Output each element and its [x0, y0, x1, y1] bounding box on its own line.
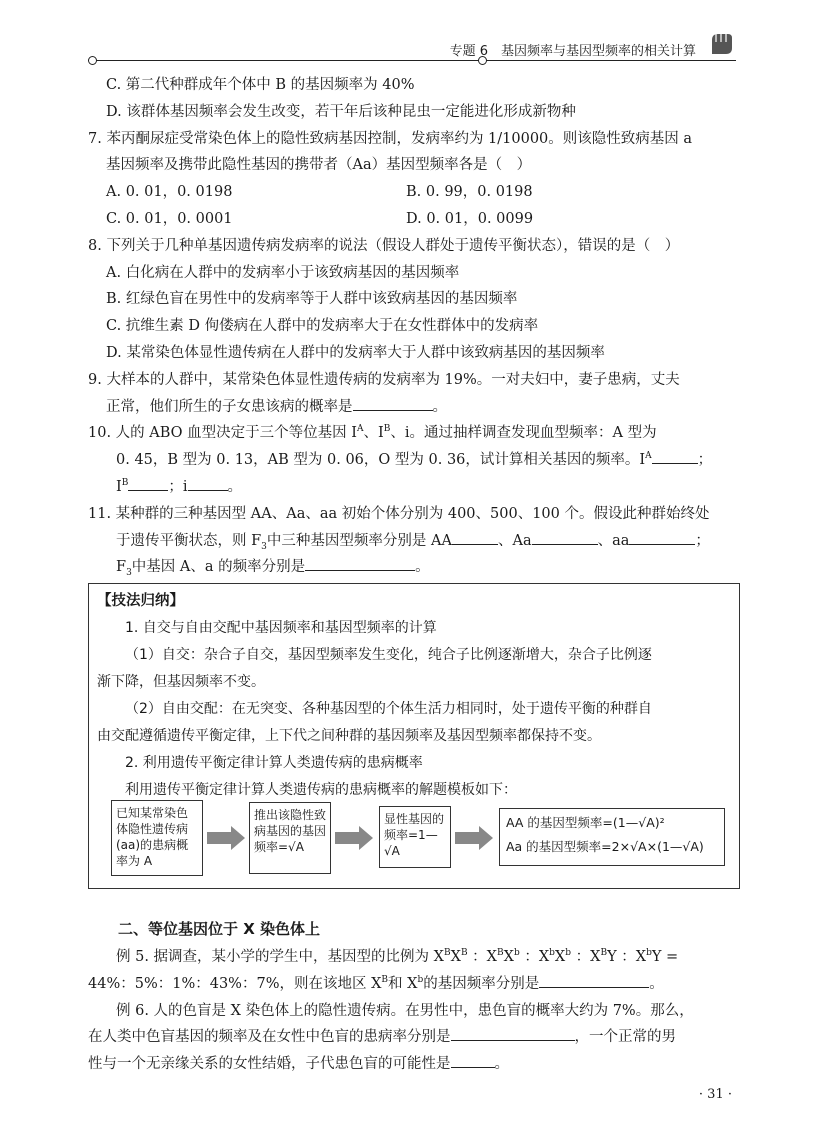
answer-blank — [188, 476, 228, 491]
q8-option-b: B. 红绿色盲在男性中的发病率等于人群中该致病基因的基因频率 — [106, 291, 518, 308]
box-point-2b: 渐下降，但基因频率不变。 — [97, 674, 265, 690]
technique-summary-box — [88, 583, 740, 889]
examples — [88, 944, 740, 1078]
answer-blank — [532, 530, 598, 545]
q7-option-a: A. 0. 01，0. 0198 — [106, 184, 233, 201]
running-header — [88, 28, 736, 68]
q8-option-d: D. 某常染色体显性遗传病在人群中的发病率大于人群中该致病基因的基因频率 — [106, 344, 605, 361]
answer-blank — [539, 973, 649, 988]
q10-stem-2: 0. 45，B 型为 0. 13，AB 型为 0. 06，O 型为 0. 36，试计算相关基因的频率。$I^A$ ； — [88, 447, 740, 474]
answer-blank — [652, 449, 698, 464]
q7-options-row-1 — [88, 179, 740, 206]
arrow-icon — [455, 826, 495, 850]
q9-stem-1: 9. 大样本的人群中，某常染色体显性遗传病的发病率为 19%。一对夫妇中，妻子患病，丈夫 — [88, 371, 680, 388]
q7-option-b: B. 0. 99，0. 0198 — [406, 184, 533, 201]
q7-option-c: C. 0. 01，0. 0001 — [106, 210, 233, 227]
answer-blank — [353, 396, 433, 411]
q8-option-a: A. 白化病在人群中的发病率小于该致病基因的基因频率 — [106, 264, 460, 281]
q10-stem-3: $I^B$ ；i 。 — [88, 474, 740, 501]
q6-option-c: C. 第二代种群成年个体中 B 的基因频率为 40% — [106, 77, 415, 93]
box-point-3b: 由交配遵循遗传平衡定律，上下代之间种群的基因频率及基因型频率都保持不变。 — [97, 728, 601, 744]
answer-blank — [451, 1026, 575, 1041]
example-6-line-2: 在人类中色盲基因的频率及在女性中色盲的患病率分别是 ，一个正常的男 — [88, 1024, 740, 1051]
box-point-5: 利用遗传平衡定律计算人类遗传病的患病概率的解题模板如下： — [125, 782, 517, 798]
example-6-line-3: 性与一个无亲缘关系的女性结婚，子代患色盲的可能性是 。 — [88, 1051, 740, 1078]
arrow-icon — [207, 826, 247, 850]
answer-blank — [128, 476, 168, 491]
q7-stem-1: 7. 苯丙酮尿症受常染色体上的隐性致病基因控制，发病率约为 1/10000。则该隐性致病基因 a — [88, 130, 693, 147]
flow-step-4 — [499, 808, 725, 866]
box-title: 【技法归纳】 — [97, 593, 184, 609]
box-point-1: 1. 自交与自由交配中基因频率和基因型频率的计算 — [125, 620, 437, 636]
q6-option-d: D. 该群体基因频率会发生改变，若干年后该种昆虫一定能进化形成新物种 — [106, 103, 576, 120]
page-number: · 31 · — [698, 1087, 732, 1102]
q7-option-d: D. 0. 01，0. 0099 — [406, 210, 534, 227]
flow-step-2: 推出该隐性致病基因的基因频率=√A — [249, 802, 331, 874]
q11-stem-2: 于遗传平衡状态，则 $F_3$中三种基因型频率分别是 AA 、Aa 、aa ； — [88, 528, 740, 555]
q11-stem-1: 11. 某种群的三种基因型 AA、Aa、aa 初始个体分别为 400、500、100 个。假设此种群始终处 — [88, 505, 710, 522]
answer-blank — [305, 556, 415, 571]
fist-icon — [706, 28, 736, 58]
q8-option-c: C. 抗维生素 D 佝偻病在人群中的发病率大于在女性群体中的发病率 — [106, 318, 539, 335]
flow-step-1: 已知某常染色体隐性遗传病(aa)的患病概率为 A — [111, 800, 203, 876]
question-list — [88, 72, 740, 581]
flow-step-3: 显性基因的频率=1—√A — [379, 806, 451, 868]
box-point-4: 2. 利用遗传平衡定律计算人类遗传病的患病概率 — [125, 755, 423, 771]
q7-stem-2: 基因频率及携带此隐性基因的携带者（Aa）基因型频率各是（ ） — [106, 157, 532, 174]
example-5-line-2: 44%：5%：1%：43%：7%，则在该地区 $X^B$和 $X^b$的基因频率分别是 。 — [88, 971, 740, 998]
q10-stem-1: 10. 人的 ABO 血型决定于三个等位基因 $I^A$、$I^B$、i。通过抽样调查发现血型频率：A 型为 — [88, 424, 657, 442]
answer-blank — [451, 1053, 495, 1068]
flow-aa-frequency: AA 的基因型频率=(1—√A)² — [506, 815, 665, 830]
solution-flowchart — [107, 800, 727, 880]
header-dot-left — [88, 56, 97, 65]
box-point-3a: （2）自由交配：在无突变、各种基因型的个体生活力相同时，处于遗传平衡的种群自 — [125, 701, 652, 717]
example-5-line-1: 例 5. 据调查，某小学的学生中，基因型的比例为 $X^BX^B$ ：$X^BX^b$ ：$X^bX^b$ ：$X^BY$ ：$X^bY$ = — [116, 948, 679, 965]
flow-aa-hetero-frequency: Aa 的基因型频率=2×√A×(1—√A) — [506, 839, 704, 854]
example-6-line-1: 例 6. 人的色盲是 X 染色体上的隐性遗传病。在男性中，患色盲的概率大约为 7%。那么， — [116, 1002, 694, 1019]
q7-options-row-2 — [88, 206, 740, 233]
section-title: 二、等位基因位于 X 染色体上 — [118, 920, 321, 938]
answer-blank — [629, 530, 695, 545]
arrow-icon — [335, 826, 375, 850]
q9-stem-2: 正常，他们所生的子女患该病的概率是 。 — [88, 394, 740, 421]
box-point-2a: （1）自交：杂合子自交，基因型频率发生变化，纯合子比例逐渐增大，杂合子比例逐 — [125, 647, 652, 663]
header-title: 专题 6 基因频率与基因型频率的相关计算 — [449, 44, 696, 59]
answer-blank — [452, 530, 498, 545]
q11-stem-3: $F_3$中基因 A、a 的频率分别是 。 — [88, 554, 740, 581]
q8-stem: 8. 下列关于几种单基因遗传病发病率的说法（假设人群处于遗传平衡状态），错误的是（ ） — [88, 237, 680, 254]
header-rule — [88, 60, 736, 61]
